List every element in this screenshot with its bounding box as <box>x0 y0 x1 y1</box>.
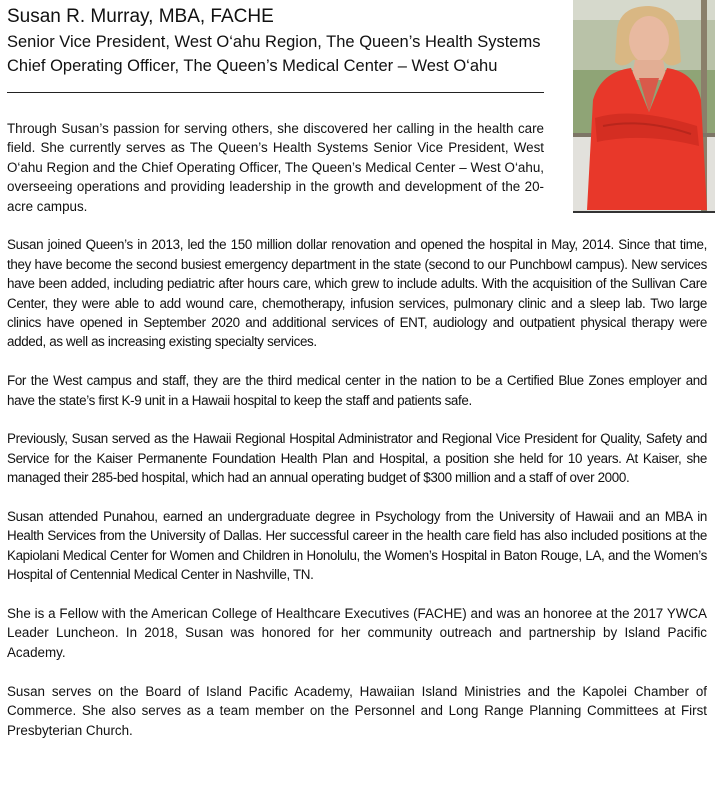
bio-paragraph-2: Susan joined Queen’s in 2013, led the 150 million dollar renovation and opened the hospital in May, 2014. Since that time, they have become the second busiest emergency department in the state (second to our Punchbowl campus). New services have been added, including pediatric after hours care, which grew to include adults. With the acquisition of the Sullivan Care Center, they were able to add wound care, chemotherapy, infusion services, pulmonary clinic and a sleep lab. Two large clinics have opened in September 2020 and additional services of ENT, audiology and outpatient physical therapy were added, as well as increasing existing specialty services. <box>7 237 707 350</box>
bio-paragraph-1: Through Susan’s passion for serving others, she discovered her calling in the health care field. She currently serves as The Queen’s Health Systems Senior Vice President, West O‘ahu Region and the Chief Operating Officer, The Queen’s Medical Center – West O‘ahu, overseeing operations and providing leadership in the growth and development of the 20-acre campus. <box>7 121 544 214</box>
bio-paragraph-4: Previously, Susan served as the Hawaii Regional Hospital Administrator and Regional Vice President for Quality, Safety and Service for the Kaiser Permanente Foundation Health Plan and Hospital, a position she held for 10 years. At Kaiser, she managed their 285-bed hospital, which had an annual operating budget of $300 million and a staff of over 2000. <box>7 431 707 486</box>
person-name: Susan R. Murray, MBA, FACHE <box>7 6 274 27</box>
title-line-2: Chief Operating Officer, The Queen’s Medical Center – West O‘ahu <box>7 57 498 75</box>
title-line-1: Senior Vice President, West O‘ahu Region, The Queen’s Health Systems <box>7 33 541 51</box>
header-divider <box>7 92 544 93</box>
bio-body <box>7 119 707 759</box>
bio-paragraph-6: She is a Fellow with the American College of Healthcare Executives (FACHE) and was an honoree at the 2017 YWCA Leader Luncheon. In 2018, Susan was honored for her community outreach and partnership by Island Pacific Academy. <box>7 606 707 660</box>
bio-header <box>7 4 547 78</box>
bio-paragraph-7: Susan serves on the Board of Island Pacific Academy, Hawaiian Island Ministries and the Kapolei Chamber of Commerce. She also serves as a team member on the Personnel and Long Range Planning Committees at First Presbyterian Church. <box>7 683 707 738</box>
bio-paragraph-3: For the West campus and staff, they are the third medical center in the nation to be a Certified Blue Zones employer and have the state’s first K-9 unit in a Hawaii hospital to keep the staff and patients safe. <box>7 373 707 408</box>
bio-paragraph-5: Susan attended Punahou, earned an undergraduate degree in Psychology from the University of Hawaii and an MBA in Health Services from the University of Dallas. Her successful career in the health care field has also included positions at the Kapiolani Medical Center for Women and Children in Honolulu, the Women’s Hospital in Baton Rouge, LA, and the Women’s Hospital of Centennial Medical Center in Nashville, TN. <box>7 509 707 583</box>
